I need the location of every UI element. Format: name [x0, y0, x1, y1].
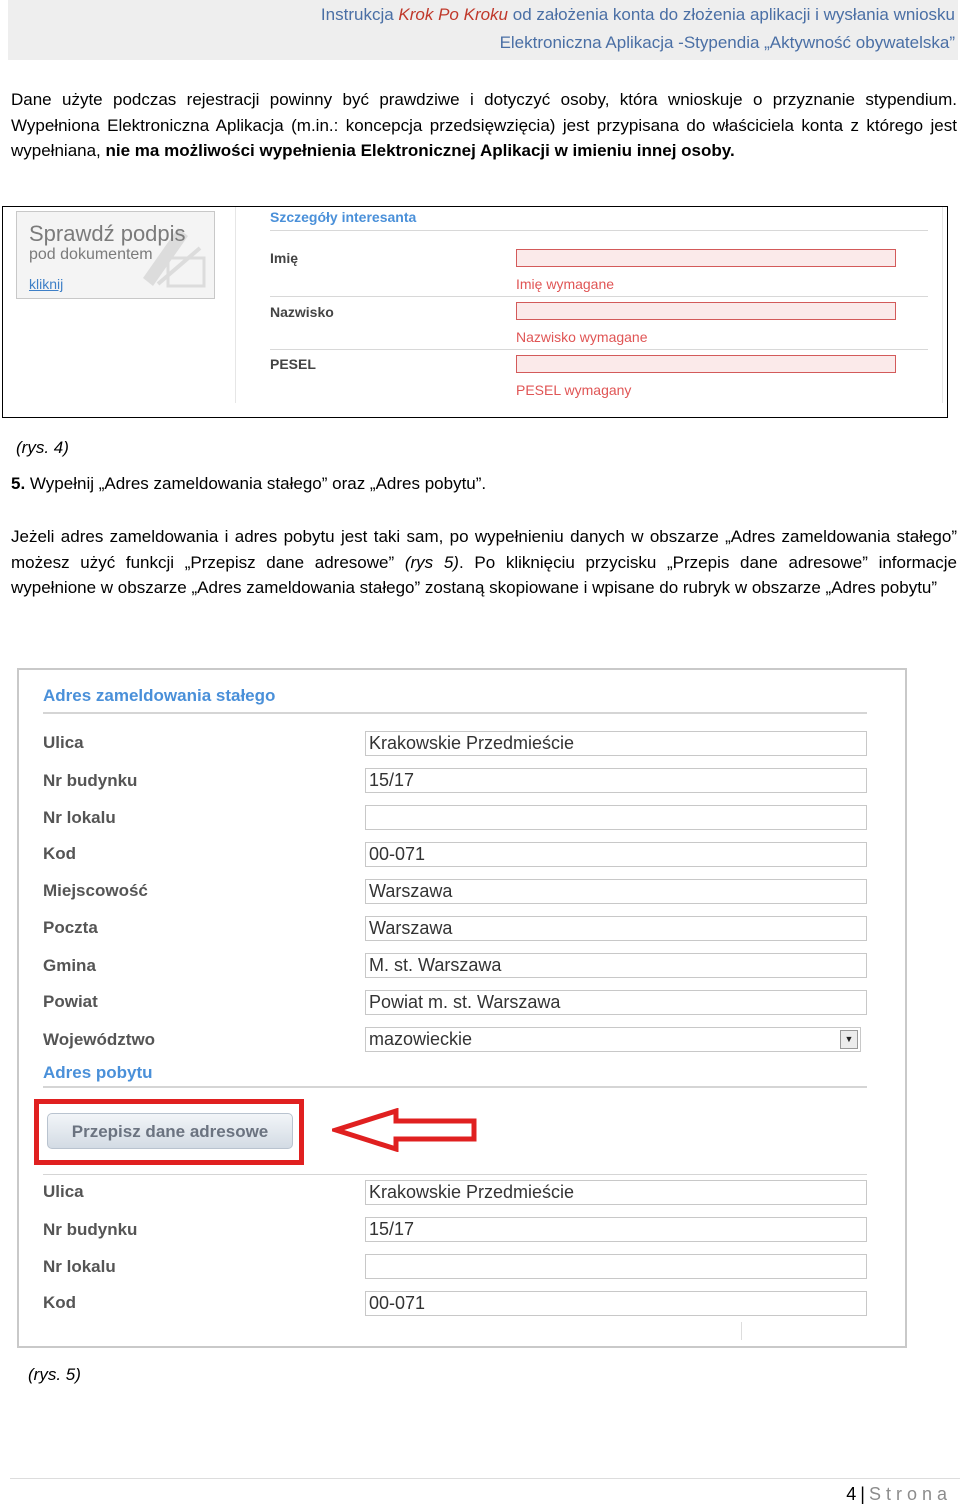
figure-5-caption: (rys. 5) — [28, 1365, 81, 1384]
county-input[interactable]: Powiat m. st. Warszawa — [365, 990, 867, 1015]
header-suffix: od założenia konta do złożenia aplikacji i wysłania wniosku — [508, 5, 955, 24]
street-label: Ulica — [43, 733, 84, 752]
street-input[interactable]: Krakowskie Przedmieście — [365, 1180, 867, 1205]
building-number-input[interactable]: 15/17 — [365, 768, 867, 793]
chevron-down-icon[interactable]: ▼ — [840, 1030, 858, 1049]
post-office-label: Poczta — [43, 918, 98, 937]
divider — [270, 349, 928, 350]
county-label: Powiat — [43, 992, 98, 1011]
building-number-label: Nr budynku — [43, 771, 138, 790]
last-name-input[interactable] — [516, 302, 896, 320]
sign-subtitle: pod dokumentem — [29, 246, 153, 263]
post-office-input[interactable]: Warszawa — [365, 916, 867, 941]
divider — [270, 296, 928, 297]
page-header — [8, 0, 958, 60]
copy-address-button[interactable]: Przepisz dane adresowe — [47, 1113, 293, 1149]
body-paragraph-2 — [11, 524, 957, 601]
page-separator: | — [860, 1484, 865, 1504]
divider — [270, 230, 928, 231]
first-name-error: Imię wymagane — [516, 276, 615, 292]
apartment-number-label: Nr lokalu — [43, 808, 116, 827]
body2-text-1: Jeżeli adres zameldowania i adres pobytu jest taki sam, po wypełnieniu danych w obszarze „Adres zameldowania stałego” możesz użyć funkcji „Przepisz dane adresowe” — [11, 527, 957, 572]
intro-paragraph — [11, 87, 957, 164]
header-italic: Krok Po Kroku — [398, 5, 509, 24]
divider — [43, 712, 867, 714]
page-number — [846, 1484, 952, 1505]
footer-divider — [10, 1478, 960, 1479]
postal-code-label: Kod — [43, 1293, 77, 1312]
first-name-label: Imię — [270, 250, 299, 266]
apartment-number-input[interactable] — [365, 1254, 867, 1279]
building-number-input[interactable]: 15/17 — [365, 1217, 867, 1242]
street-input[interactable]: Krakowskie Przedmieście — [365, 731, 867, 756]
commune-label: Gmina — [43, 956, 96, 975]
apartment-number-input[interactable] — [365, 805, 867, 830]
building-number-label: Nr budynku — [43, 1220, 138, 1239]
header-line-1 — [8, 1, 955, 29]
step-number: 5. — [11, 474, 26, 493]
residence-address-title: Adres pobytu — [43, 1063, 153, 1082]
signature-check-box[interactable] — [16, 211, 215, 299]
step-5-heading — [11, 474, 486, 494]
divider — [741, 1322, 742, 1340]
header-prefix: Instrukcja — [320, 5, 399, 24]
commune-input[interactable]: M. st. Warszawa — [365, 953, 867, 978]
pesel-input[interactable] — [516, 355, 896, 373]
apartment-number-label: Nr lokalu — [43, 1257, 116, 1276]
page-word: Strona — [868, 1484, 952, 1504]
city-label: Miejscowość — [43, 881, 148, 900]
divider — [43, 1086, 867, 1088]
voivodeship-value: mazowieckie — [369, 1029, 473, 1049]
permanent-address-title: Adres zameldowania stałego — [43, 686, 276, 705]
sign-title: Sprawdź podpis — [29, 221, 186, 246]
applicant-details-panel — [235, 207, 943, 403]
last-name-error: Nazwisko wymagane — [516, 329, 648, 345]
postal-code-input[interactable]: 00-071 — [365, 842, 867, 867]
last-name-label: Nazwisko — [270, 304, 334, 320]
first-name-input[interactable] — [516, 249, 896, 267]
voivodeship-select[interactable] — [365, 1027, 861, 1052]
figure-5-screenshot — [17, 668, 907, 1348]
highlight-frame — [34, 1099, 304, 1165]
body2-text-2: . Po kliknięciu przycisku „Przepis dane adresowe” informacje wypełnione w obszarze „Adres zameldowania stałego” zostaną skopiowane i wpisane do rubryk w obszarze „Adres pobytu” — [11, 552, 957, 597]
intro-text: Dane użyte podczas rejestracji powinny być prawdziwe i dotyczyć osoby, która wnioskuje o przyznanie stypendium. Wypełniona Elektroniczna Aplikacja (m.in.: koncepcja przedsięwzięcia) jest przypisana do właściciela konta z którego jest wypełniana, — [11, 90, 957, 160]
postal-code-label: Kod — [43, 844, 77, 863]
figure-4-screenshot — [2, 206, 948, 418]
city-input[interactable]: Warszawa — [365, 879, 867, 904]
page-number-value: 4 — [846, 1484, 857, 1504]
street-label: Ulica — [43, 1182, 84, 1201]
divider — [43, 1174, 867, 1175]
postal-code-input[interactable]: 00-071 — [365, 1291, 867, 1316]
applicant-details-title: Szczegóły interesanta — [270, 209, 417, 225]
intro-bold-text: nie ma możliwości wypełnienia Elektronicznej Aplikacji w imieniu innej osoby. — [105, 141, 735, 160]
step-text: Wypełnij „Adres zameldowania stałego” oraz „Adres pobytu”. — [25, 474, 487, 493]
pesel-error: PESEL wymagany — [516, 382, 632, 398]
red-arrow-icon — [332, 1108, 478, 1152]
pesel-label: PESEL — [270, 356, 316, 372]
body2-italic: (rys 5) — [404, 552, 459, 572]
header-line-2: Elektroniczna Aplikacja -Stypendia „Aktywność obywatelska” — [499, 33, 955, 52]
sign-link[interactable]: kliknij — [29, 276, 64, 292]
figure-4-caption: (rys. 4) — [16, 438, 69, 457]
voivodeship-label: Województwo — [43, 1030, 156, 1049]
